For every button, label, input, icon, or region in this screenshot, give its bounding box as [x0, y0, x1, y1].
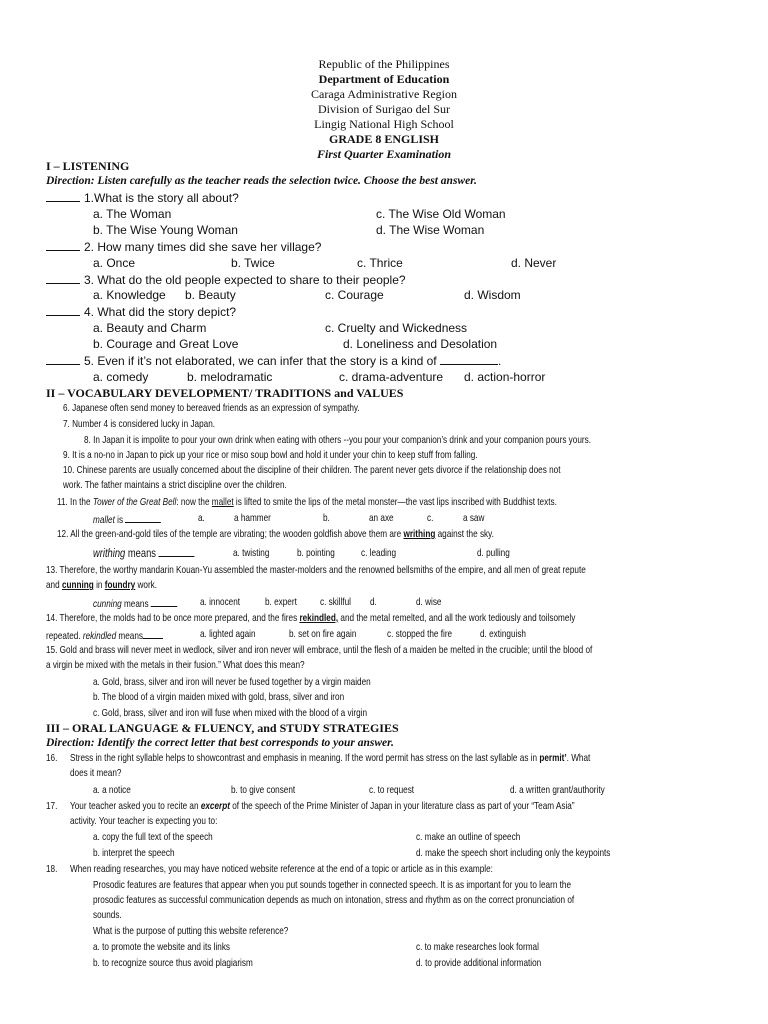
word-writhing: writhing	[403, 528, 436, 540]
item-17-choice-a: a. copy the full text of the speech	[93, 831, 213, 843]
q2-choice-b: b. Twice	[231, 256, 275, 270]
item-14-choice-b: b. set on fire again	[289, 628, 357, 640]
item-18-passage-line3: sounds.	[93, 909, 122, 921]
q2-choice-a: a. Once	[93, 256, 136, 270]
q3-choice-a: a. Knowledge	[93, 288, 166, 302]
header-department: Department of Education	[318, 72, 450, 86]
question-1-stem: 1.What is the story all about?	[84, 191, 239, 205]
section-1-direction: Direction: Listen carefully as the teacher reads the selection twice. Choose the best answer.	[46, 175, 477, 187]
item-15-choice-b: b. The blood of a virgin maiden mixed with gold, brass, silver and iron	[93, 691, 345, 703]
section-3-title: III – ORAL LANGUAGE & FLUENCY, and STUDY STRATEGIES	[46, 721, 399, 735]
item-13-choice-d-marker: d.	[370, 596, 377, 608]
item-7: 7. Number 4 is considered lucky in Japan.	[63, 418, 216, 430]
q4-choice-b: b. Courage and Great Love	[93, 337, 239, 351]
word-permit: permit’	[539, 752, 567, 764]
q5-choice-b: b. melodramatic	[187, 370, 273, 384]
item-13-choice-a: a. innocent	[200, 596, 241, 608]
item-11-choice-c-text: a saw	[463, 512, 485, 524]
item-11-prompt: mallet is	[93, 512, 161, 526]
section-2-title: II – VOCABULARY DEVELOPMENT/ TRADITIONS and VALUES	[46, 386, 404, 400]
header-grade: GRADE 8 ENGLISH	[328, 132, 440, 146]
item-12-prompt: writhing means	[93, 546, 194, 560]
item-14-choice-c: c. stopped the fire	[387, 628, 453, 640]
q5-choice-c: c. drama-adventure	[339, 370, 444, 384]
answer-blank[interactable]	[151, 596, 178, 607]
header-division: Division of Surigao del Sur	[318, 102, 450, 116]
item-18-line1: When reading researches, you may have noticed website reference at the end of a topic or article as in this example:	[70, 863, 493, 875]
q4-choice-c: c. Cruelty and Wickedness	[325, 321, 468, 335]
question-5-stem: 5. Even if it’s not elaborated, we can infer that the story is a kind of	[84, 354, 437, 368]
item-11-choice-a: a.	[198, 512, 205, 524]
answer-blank[interactable]	[46, 272, 80, 284]
q3-choice-b: b. Beauty	[185, 288, 236, 302]
item-14-choice-a: a. lighted again	[200, 628, 256, 640]
q4-choice-a: a. Beauty and Charm	[93, 321, 207, 335]
item-12-choice-b: b. pointing	[297, 547, 335, 559]
item-18-choice-b: b. to recognize source thus avoid plagiarism	[93, 957, 253, 969]
item-13-choice-d: d. wise	[416, 596, 442, 608]
question-4	[46, 304, 236, 319]
q2-choice-c: c. Thrice	[357, 256, 403, 270]
q5-choice-d: d. action-horror	[464, 370, 546, 384]
item-13-prompt: cunning means	[93, 596, 177, 610]
item-10-line1: 10. Chinese parents are usually concerned about the discipline of their children. The parent never gets divorce if the relationship does not	[63, 464, 561, 476]
item-17-choice-c: c. make an outline of speech	[416, 831, 521, 843]
item-13-line2: and cunning in foundry work.	[46, 579, 158, 591]
answer-blank[interactable]	[125, 512, 161, 523]
item-16-line1: Stress in the right syllable helps to showcontrast and emphasis in meaning. If the word permit has stress on the last syllable as in permit’. What	[70, 752, 591, 764]
word-cunning: cunning	[61, 579, 94, 591]
item-16-choice-c: c. to request	[369, 784, 415, 796]
header-republic: Republic of the Philippines	[318, 57, 450, 71]
item-11-choice-c: c.	[427, 512, 434, 524]
header-region: Caraga Administrative Region	[311, 87, 457, 101]
item-18-passage-line1: Prosodic features are features that appear when you put sounds together in connected speech. It is as important for you to learn the	[93, 879, 572, 891]
item-13-choice-b: b. expert	[265, 596, 297, 608]
book-title: Tower of the Great Bell	[92, 496, 177, 508]
answer-blank[interactable]	[159, 546, 195, 557]
header-school: Lingig National High School	[314, 117, 454, 131]
word-excerpt: excerpt	[200, 800, 230, 812]
school-header	[0, 57, 768, 162]
q5-choice-a: a. comedy	[93, 370, 149, 384]
item-15-choice-c: c. Gold, brass, silver and iron will fuse when mixed with the blood of a virgin	[93, 707, 368, 719]
word-foundry: foundry	[104, 579, 136, 591]
question-2-stem: 2. How many times did she save her village?	[84, 240, 322, 254]
item-11-choice-b: b.	[323, 512, 330, 524]
q3-choice-c: c. Courage	[325, 288, 384, 302]
item-11: 11. In the Tower of the Great Bell: now the mallet is lifted to smite the lips of the metal monster—the vast lips inscribed with Buddhist texts.	[57, 496, 557, 508]
q1-choice-d: d. The Wise Woman	[376, 223, 485, 237]
item-16-choice-b: b. to give consent	[231, 784, 296, 796]
item-17-choice-d: d. make the speech short including only the keypoints	[416, 847, 611, 859]
fill-in-blank[interactable]	[440, 353, 498, 365]
item-13-line1: 13. Therefore, the worthy mandarin Kouan-Yu assembled the master-molders and the renowned bellsmiths of the empire, and all men of great repute	[46, 564, 586, 576]
question-5: 5. Even if it’s not elaborated, we can infer that the story is a kind of .	[46, 353, 501, 368]
question-1	[46, 190, 239, 205]
item-12-choice-a: a. twisting	[233, 547, 270, 559]
item-12-choice-c: c. leading	[361, 547, 397, 559]
item-6: 6. Japanese often send money to bereaved friends as an expression of sympathy.	[63, 402, 360, 414]
question-4-stem: 4. What did the story depict?	[84, 305, 237, 319]
section-1-title: I – LISTENING	[46, 159, 130, 173]
item-8: 8. In Japan it is impolite to pour your own drink when eating with others --you pour your companion’s drink and your companion pours yours.	[84, 434, 591, 446]
question-3-stem: 3. What do the old people expected to share to their people?	[84, 273, 406, 287]
item-17-line1: Your teacher asked you to recite an excerpt of the speech of the Prime Minister of Japan in your literature class as part of your “Team Asia”	[70, 800, 575, 812]
section-3-direction: Direction: Identify the correct letter that best corresponds to your answer.	[46, 737, 394, 749]
item-12: 12. All the green-and-gold tiles of the temple are vibrating; the wooden goldfish above them are writhing against the sky.	[57, 528, 494, 540]
q1-choice-b: b. The Wise Young Woman	[93, 223, 238, 237]
item-14-line1: 14. Therefore, the molds had to be once more prepared, and the fires rekindled, and the metal remelted, and all the work tediously and toilsomely	[46, 612, 576, 624]
item-16-number: 16.	[46, 752, 58, 764]
header-exam-title: First Quarter Examination	[316, 147, 452, 161]
answer-blank[interactable]	[46, 239, 80, 251]
item-16-choice-a: a. a notice	[93, 784, 131, 796]
q2-choice-d: d. Never	[511, 256, 557, 270]
item-15-line2: a virgin be mixed with the metals in their fusion.” What does this mean?	[46, 659, 305, 671]
item-12-choice-d: d. pulling	[477, 547, 510, 559]
question-2	[46, 239, 321, 254]
item-18-choice-a: a. to promote the website and its links	[93, 941, 231, 953]
word-rekindled: rekindled,	[299, 612, 339, 624]
item-10-line2: work. The father maintains a strict discipline over the children.	[63, 479, 287, 491]
item-11-choice-a-text: a hammer	[234, 512, 271, 524]
answer-blank[interactable]	[46, 190, 80, 202]
answer-blank[interactable]	[143, 628, 163, 639]
item-17-line2: activity. Your teacher is expecting you to:	[70, 815, 218, 827]
item-15-choice-a: a. Gold, brass, silver and iron will never be fused together by a virgin maiden	[93, 676, 371, 688]
item-17-number: 17.	[46, 800, 58, 812]
question-3	[46, 272, 406, 287]
item-15-line1: 15. Gold and brass will never meet in wedlock, silver and iron never will embrace, until the flesh of a maiden be melted in the crucible; until the blood of	[46, 644, 593, 656]
item-18-choice-d: d. to provide additional information	[416, 957, 542, 969]
answer-blank[interactable]	[46, 304, 80, 316]
item-18-question: What is the purpose of putting this website reference?	[93, 925, 289, 937]
item-16-line2: does it mean?	[70, 767, 122, 779]
q1-choice-a: a. The Woman	[93, 207, 172, 221]
item-17-choice-b: b. interpret the speech	[93, 847, 175, 859]
answer-blank[interactable]	[46, 353, 80, 365]
q1-choice-c: c. The Wise Old Woman	[376, 207, 506, 221]
q3-choice-d: d. Wisdom	[464, 288, 521, 302]
item-16-choice-d: d. a written grant/authority	[510, 784, 605, 796]
word-mallet: mallet	[211, 496, 234, 508]
item-18-choice-c: c. to make researches look formal	[416, 941, 539, 953]
item-14-choice-d: d. extinguish	[480, 628, 526, 640]
q4-choice-d: d. Loneliness and Desolation	[343, 337, 498, 351]
item-18-number: 18.	[46, 863, 58, 875]
item-18-passage-line2: prosodic features as successful communication depends as much on intonation, stress and rhythm as on the correct pronunciation of	[93, 894, 575, 906]
item-13-choice-c: c. skillful	[320, 596, 351, 608]
item-11-choice-b-text: an axe	[369, 512, 394, 524]
item-9: 9. It is a no-no in Japan to pick up your rice or miso soup bowl and hold it under your chin to keep stuff from falling.	[63, 449, 478, 461]
item-14-line2: repeated. rekindled means	[46, 628, 163, 642]
